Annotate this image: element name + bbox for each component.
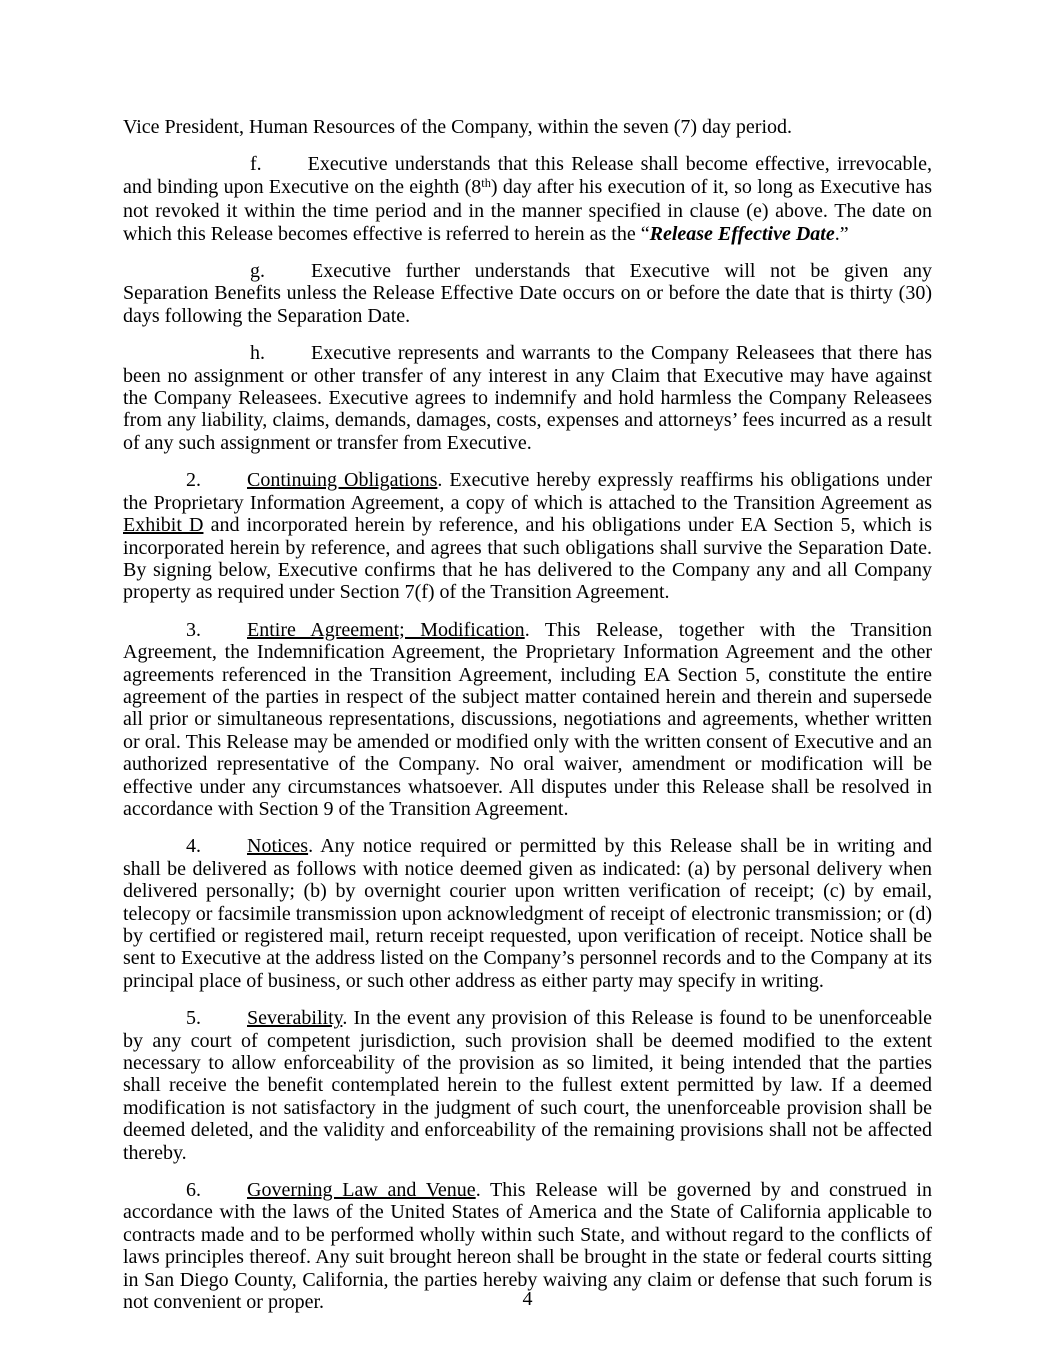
underlined-text: Entire Agreement; Modification [247, 618, 525, 641]
text-run: Executive further understands that Executive will not be given any Separation Benefits unless the Release Effective Date occurs on or before the date that is thirty (30) days following the Separation Date. [123, 260, 932, 327]
text-run: and incorporated herein by reference, and his obligations under EA Section 5, which is incorporated herein by reference, and agrees that such obligations shall survive the Separation Date. By signing below, Executive confirms that he has delivered to the Company any and all Company property as required under Section 7(f) of the Transition Agreement. [123, 514, 932, 604]
underlined-text: Notices [247, 835, 309, 858]
text-run: . Any notice required or permitted by this Release shall be in writing and shall be delivered as follows with notice deemed given as indicated: (a) by personal delivery when delivered personally; (b) by overnight courier upon written verification of receipt; (c) by email, telecopy or facsimile transmission upon acknowledgment of receipt of electronic transmission; or (d) by certified or registered mail, return receipt requested, upon verification of receipt. Notice shall be sent to Executive at the address listed on the Company’s personnel records and to the Company at its principal place of business, or such other address as either party may specify in writing. [123, 835, 932, 992]
paragraph [123, 260, 932, 327]
text-run: . This Release will be governed by and construed in accordance with the laws of the United States of America and the State of California applicable to contracts made and to be performed wholly within such State, and without regard to the conflicts of laws principles thereof. Any suit brought hereon shall be brought in the state or federal courts sitting in San Diego County, California, the parties hereby waiving any claim or defense that such forum is not convenient or proper. [123, 1179, 932, 1314]
text-run: . This Release, together with the Transition Agreement, the Indemnification Agreement, the Proprietary Information Agreement and the other agreements referenced in the Transition Agreement, including EA Section 5, constitute the entire agreement of the parties in respect of the subject matter contained herein and therein and supersede all prior or simultaneous representations, discussions, negotiations and agreements, whether written or oral. This Release may be amended or modified only with the written consent of Executive and an authorized representative of the Company. No oral waiver, amendment or modification will be effective under any circumstances whatsoever. All disputes under this Release shall be resolved in accordance with Section 9 of the Transition Agreement. [123, 618, 932, 820]
paragraph [123, 116, 932, 138]
paragraph-label: 2. [186, 469, 201, 492]
underlined-text: Severability [247, 1007, 343, 1030]
paragraph-label: 5. [186, 1007, 201, 1030]
paragraph [123, 835, 932, 992]
underlined-text: Continuing Obligations [247, 469, 438, 492]
text-run: Executive understands that this Release shall become effective, irrevocable, and binding upon Executive on the eighth (8 [123, 153, 932, 198]
paragraph-label: 4. [186, 835, 201, 858]
text-run: ) day after his execution of it, so long as Executive has not revoked it within the time period and in the manner specified in clause (e) above. The date on which this Release becomes effective is referred to herein as the “ [123, 175, 932, 245]
underlined-text: Exhibit D [123, 514, 204, 537]
paragraph [123, 469, 932, 603]
bold-italic-text: Release Effective Date [649, 222, 835, 245]
paragraph-label: g. [250, 260, 265, 283]
text-run: Vice President, Human Resources of the Company, within the seven (7) day period. [123, 116, 793, 138]
paragraph-label: 3. [186, 618, 201, 641]
superscript-text: th [481, 176, 491, 191]
paragraph-label: 6. [186, 1179, 201, 1202]
paragraph-label: f. [250, 153, 262, 176]
page-number: 4 [522, 1287, 533, 1310]
document-body [123, 116, 932, 1314]
paragraph [123, 153, 932, 245]
paragraph [123, 1007, 932, 1164]
paragraph [123, 619, 932, 821]
text-run: .” [834, 222, 849, 245]
text-run: . Executive hereby expressly reaffirms his obligations under the Proprietary Information Agreement, a copy of which is attached to the Transition Agreement as [123, 469, 933, 514]
paragraph-label: h. [250, 342, 265, 365]
underlined-text: Governing Law and Venue [247, 1179, 476, 1202]
text-run: . In the event any provision of this Release is found to be unenforceable by any court of competent jurisdiction, such provision shall be deemed modified to the extent necessary to allow enforceability of the provision as so limited, it being intended that the parties shall receive the benefit contemplated herein to the fullest extent permitted by law. If a deemed modification is not satisfactory in the judgment of such court, the unenforceable provision shall be deemed deleted, and the validity and enforceability of the remaining provisions shall not be affected thereby. [123, 1007, 932, 1164]
text-run: Executive represents and warrants to the Company Releasees that there has been no assignment or other transfer of any interest in any Claim that Executive may have against the Company Releasees. Executive agrees to indemnify and hold harmless the Company Releasees from any liability, claims, demands, damages, costs, expenses and attorneys’ fees incurred as a result of any such assignment or transfer from Executive. [123, 342, 932, 454]
paragraph [123, 342, 932, 454]
